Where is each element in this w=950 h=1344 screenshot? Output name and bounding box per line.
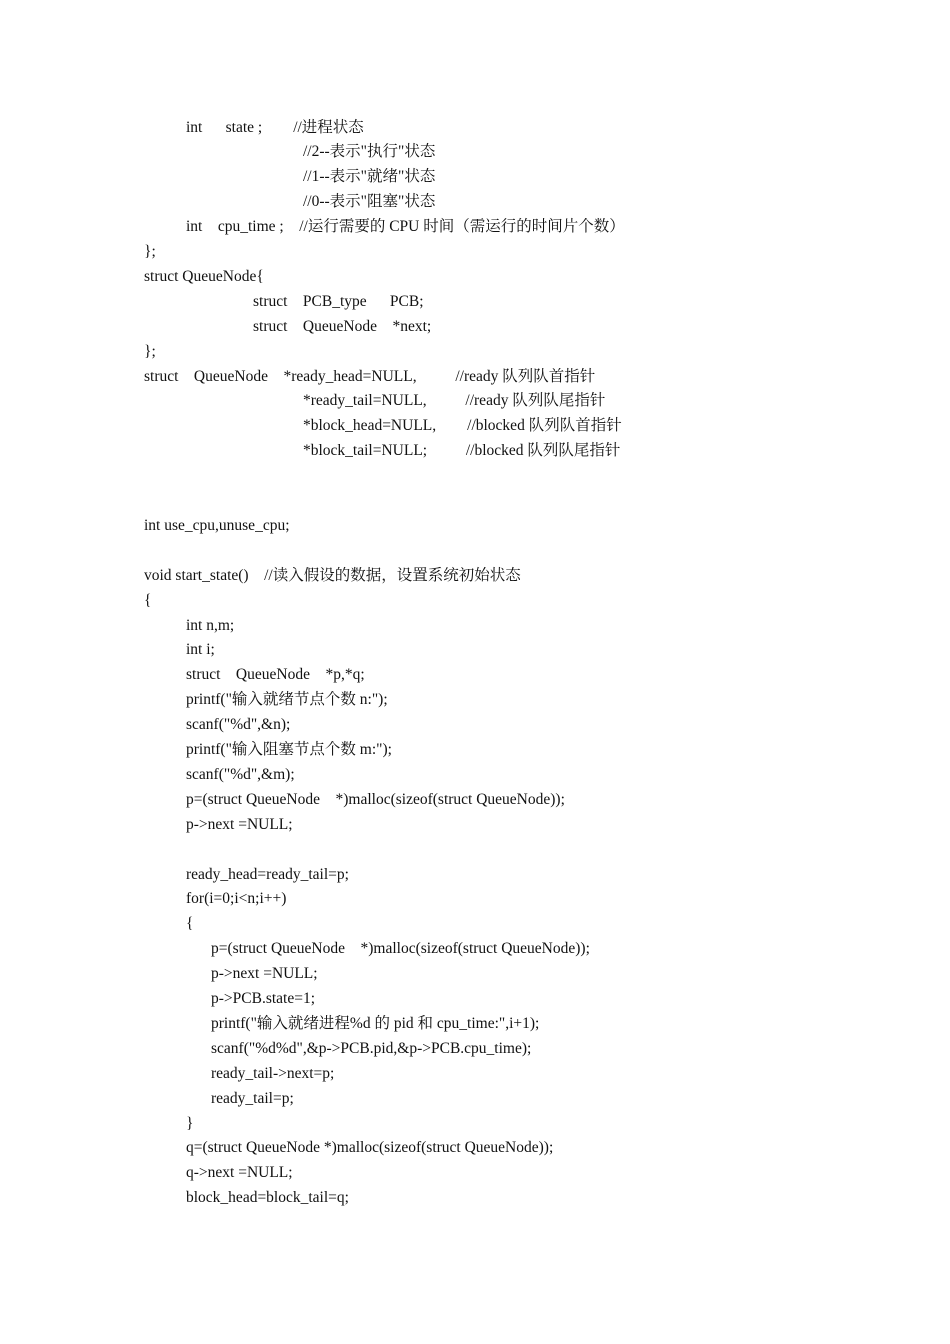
code-line: *ready_tail=NULL, //ready 队列队尾指针 [303, 392, 606, 410]
code-line: int i; [186, 641, 215, 659]
code-line: struct QueueNode{ [144, 267, 264, 285]
code-line: int n,m; [186, 616, 235, 634]
code-line: int cpu_time ; //运行需要的 CPU 时间（需运行的时间片个数） [186, 218, 625, 236]
code-line: int use_cpu,unuse_cpu; [144, 516, 290, 534]
code-line: //2--表示"执行"状态 [303, 143, 436, 161]
code-line: void start_state() //读入假设的数据，设置系统初始状态 [144, 566, 521, 584]
code-line: { [186, 915, 194, 933]
code-line: scanf("%d",&n); [186, 716, 291, 734]
code-line: struct PCB_type PCB; [253, 292, 424, 310]
code-line: }; [144, 342, 156, 360]
code-line: scanf("%d",&m); [186, 765, 295, 783]
code-line: *block_head=NULL, //blocked 队列队首指针 [303, 417, 622, 435]
code-line: p->PCB.state=1; [211, 990, 316, 1007]
code-line: int state ; //进程状态 [186, 118, 364, 136]
code-line: p->next =NULL; [211, 965, 318, 983]
code-line: q=(struct QueueNode *)malloc(sizeof(struct QueueNode)); [186, 1139, 554, 1157]
code-line: printf("输入阻塞节点个数 m:"); [186, 741, 392, 758]
code-line: { [144, 591, 152, 609]
code-line: } [186, 1114, 194, 1132]
code-line: p->next =NULL; [186, 815, 293, 833]
code-line: }; [144, 243, 156, 260]
code-line: ready_head=ready_tail=p; [186, 865, 349, 883]
code-line: printf("输入就绪进程%d 的 pid 和 cpu_time:",i+1); [211, 1014, 540, 1032]
code-line: struct QueueNode *p,*q; [186, 666, 365, 684]
code-line: ready_tail->next=p; [211, 1064, 335, 1082]
code-line: p=(struct QueueNode *)malloc(sizeof(struct QueueNode)); [211, 940, 590, 958]
code-line: //1--表示"就绪"状态 [303, 168, 436, 186]
code-line: ready_tail=p; [211, 1089, 294, 1107]
code-line: for(i=0;i<n;i++) [186, 890, 287, 908]
code-line: *block_tail=NULL; //blocked 队列队尾指针 [303, 442, 621, 460]
code-line: block_head=block_tail=q; [186, 1189, 349, 1207]
code-line: struct QueueNode *next; [253, 317, 432, 335]
code-line: q->next =NULL; [186, 1164, 293, 1182]
code-line: scanf("%d%d",&p->PCB.pid,&p->PCB.cpu_time); [211, 1039, 532, 1057]
code-line: struct QueueNode *ready_head=NULL, //ready 队列队首指针 [144, 367, 596, 385]
code-line: p=(struct QueueNode *)malloc(sizeof(struct QueueNode)); [186, 790, 565, 808]
code-line: printf("输入就绪节点个数 n:"); [186, 691, 388, 709]
code-line: //0--表示"阻塞"状态 [303, 193, 436, 211]
